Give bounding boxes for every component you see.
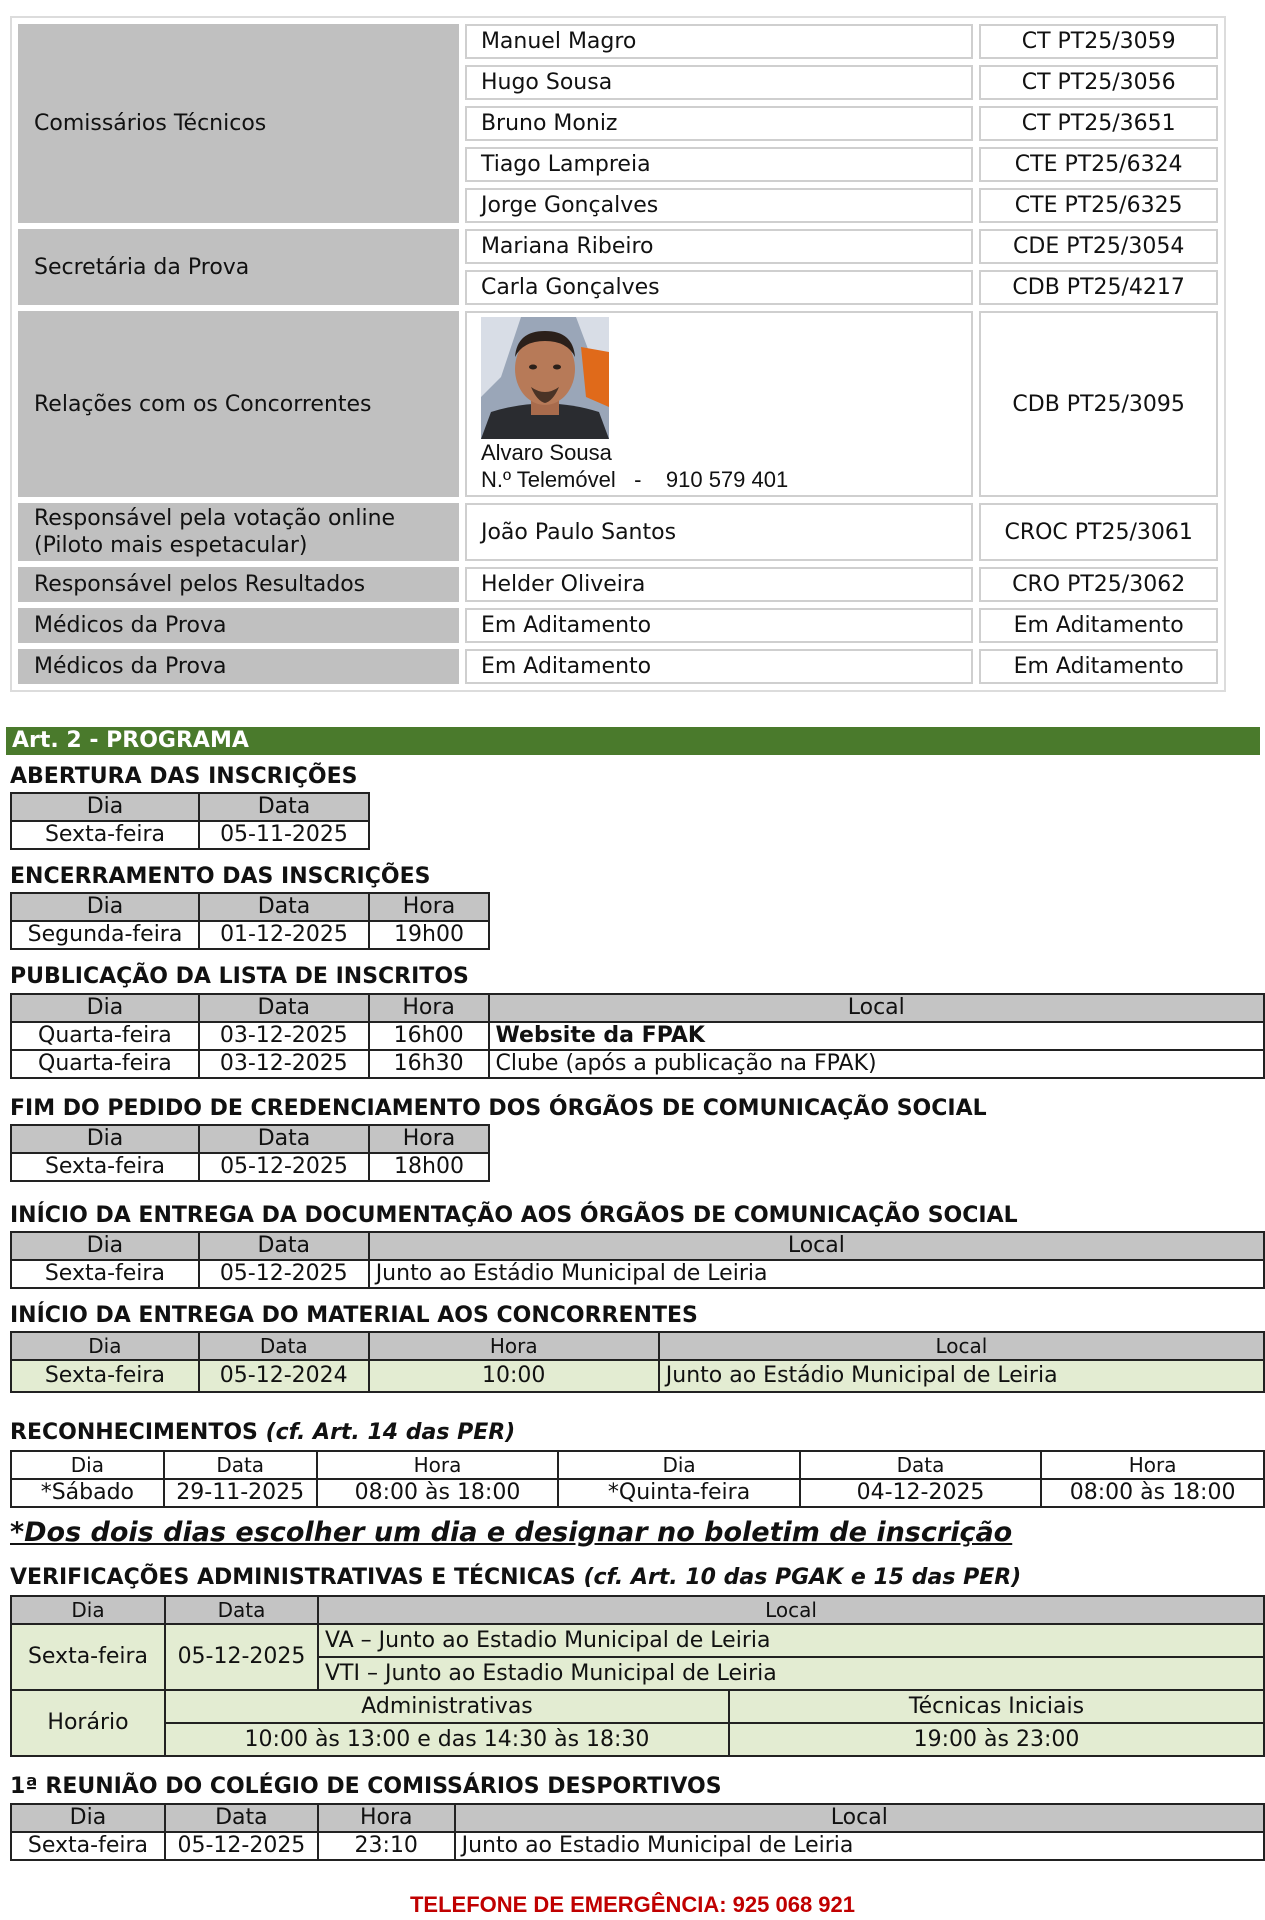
name-cell: João Paulo Santos	[465, 503, 973, 561]
day-cell: Quarta-feira	[11, 1022, 199, 1050]
role-cell: Comissários Técnicos	[18, 24, 459, 223]
reuniao-table	[10, 1803, 1265, 1861]
table-row	[11, 1479, 1264, 1507]
table-row	[11, 1360, 1264, 1392]
column-header: Hora	[318, 1804, 455, 1832]
column-header: Dia	[11, 893, 199, 921]
column-header: Data	[199, 793, 369, 821]
name-cell: Manuel Magro	[465, 24, 973, 59]
header-row	[11, 893, 489, 921]
date-cell: 05-11-2025	[199, 821, 369, 849]
contact-name: Alvaro Sousa	[480, 440, 612, 465]
time-cell: 19h00	[369, 921, 489, 949]
header-row	[11, 1125, 489, 1153]
column-header: Hora	[369, 893, 489, 921]
publicacao-table	[10, 993, 1265, 1079]
header-row	[11, 1804, 1264, 1832]
location-cell: Junto ao Estádio Municipal de Leiria	[369, 1260, 1264, 1288]
abertura-table	[10, 792, 370, 850]
name-cell: Bruno Moniz	[465, 106, 973, 141]
role-cell: Médicos da Prova	[18, 649, 459, 684]
day-cell: Sexta-feira	[11, 821, 199, 849]
credenciamento-table	[10, 1124, 490, 1182]
license-cell: Em Aditamento	[979, 649, 1218, 684]
time-cell: 23:10	[318, 1832, 455, 1860]
table-row	[11, 1050, 1264, 1078]
table-row	[11, 1153, 489, 1181]
column-header: Data	[199, 1232, 369, 1260]
column-header: Local	[489, 994, 1264, 1022]
role-line: Responsável pela votação online	[34, 506, 396, 531]
time-cell: 10:00	[369, 1360, 659, 1392]
license-cell: CDB PT25/3095	[979, 311, 1218, 497]
column-header: Hora	[317, 1451, 559, 1479]
table-row	[18, 608, 1218, 643]
table-row	[11, 1690, 1264, 1723]
day-cell: Sexta-feira	[11, 1260, 199, 1288]
time-cell: 16h00	[369, 1022, 489, 1050]
license-cell: CDB PT25/4217	[979, 270, 1218, 305]
date-cell: 05-12-2024	[199, 1360, 369, 1392]
section-title-text: VERIFICAÇÕES ADMINISTRATIVAS E TÉCNICAS	[10, 1565, 576, 1590]
day-cell: Sexta-feira	[11, 1832, 165, 1860]
date-cell: 01-12-2025	[199, 921, 369, 949]
date-cell: 03-12-2025	[199, 1050, 369, 1078]
name-cell: Mariana Ribeiro	[465, 229, 973, 264]
technical-label: Técnicas Iniciais	[729, 1690, 1264, 1723]
contact-phone	[481, 466, 957, 493]
time-cell: 18h00	[369, 1153, 489, 1181]
table-row	[18, 503, 1218, 561]
header-row	[11, 793, 369, 821]
column-header: Data	[199, 1332, 369, 1360]
column-header: Data	[165, 1596, 318, 1624]
section-title-text: RECONHECIMENTOS	[10, 1420, 258, 1445]
license-cell: CTE PT25/6325	[979, 188, 1218, 223]
name-cell: Helder Oliveira	[465, 567, 973, 602]
day-cell: *Quinta-feira	[558, 1479, 800, 1507]
location-cell: Website da FPAK	[489, 1022, 1264, 1050]
column-header: Hora	[1041, 1451, 1264, 1479]
day-cell: Segunda-feira	[11, 921, 199, 949]
recognition-note: *Dos dois dias escolher um dia e designar no boletim de inscrição	[10, 1517, 1013, 1548]
section-title	[10, 1565, 1021, 1590]
contact-cell	[465, 311, 973, 497]
day-cell: Quarta-feira	[11, 1050, 199, 1078]
role-cell: Secretária da Prova	[18, 229, 459, 305]
column-header: Hora	[369, 994, 489, 1022]
header-row	[11, 994, 1264, 1022]
column-header: Hora	[369, 1332, 659, 1360]
column-header: Dia	[11, 1451, 164, 1479]
table-row	[18, 649, 1218, 684]
header-row	[11, 1232, 1264, 1260]
section-title: PUBLICAÇÃO DA LISTA DE INSCRITOS	[10, 964, 469, 989]
section-title	[10, 1420, 515, 1445]
day-cell: Sexta-feira	[11, 1360, 199, 1392]
role-line: (Piloto mais espetacular)	[34, 533, 308, 558]
table-row	[18, 24, 1218, 59]
column-header: Data	[199, 1125, 369, 1153]
date-cell: 04-12-2025	[800, 1479, 1041, 1507]
license-cell: CT PT25/3059	[979, 24, 1218, 59]
table-row	[11, 1832, 1264, 1860]
column-header: Dia	[11, 1125, 199, 1153]
phone-label: N.º Telemóvel	[480, 467, 616, 492]
table-row	[18, 567, 1218, 602]
license-cell: CT PT25/3056	[979, 65, 1218, 100]
time-cell: 08:00 às 18:00	[1041, 1479, 1264, 1507]
reconhecimentos-table	[10, 1450, 1265, 1508]
column-header: Data	[164, 1451, 317, 1479]
section-title: FIM DO PEDIDO DE CREDENCIAMENTO DOS ÓRGÃOS DE COMUNICAÇÃO SOCIAL	[10, 1096, 987, 1121]
date-cell: 03-12-2025	[199, 1022, 369, 1050]
emergency-phone: TELEFONE DE EMERGÊNCIA: 925 068 921	[409, 1892, 856, 1917]
column-header: Dia	[11, 793, 199, 821]
column-header: Data	[800, 1451, 1041, 1479]
license-cell: CDE PT25/3054	[979, 229, 1218, 264]
column-header: Dia	[11, 1332, 199, 1360]
name-cell: Jorge Gonçalves	[465, 188, 973, 223]
day-cell: Sexta-feira	[11, 1153, 199, 1181]
section-title: 1ª REUNIÃO DO COLÉGIO DE COMISSÁRIOS DESPORTIVOS	[10, 1774, 722, 1799]
role-cell: Responsável pelos Resultados	[18, 567, 459, 602]
name-cell: Em Aditamento	[465, 608, 973, 643]
program-section-header: Art. 2 - PROGRAMA	[6, 727, 1260, 755]
date-cell: 05-12-2025	[199, 1260, 369, 1288]
role-cell: Médicos da Prova	[18, 608, 459, 643]
table-row	[11, 1260, 1264, 1288]
time-cell: 08:00 às 18:00	[317, 1479, 559, 1507]
license-cell: CROC PT25/3061	[979, 503, 1218, 561]
column-header: Dia	[11, 1804, 165, 1832]
table-row	[11, 1022, 1264, 1050]
column-header: Data	[165, 1804, 318, 1832]
location-cell: Junto ao Estadio Municipal de Leiria	[455, 1832, 1264, 1860]
admin-label: Administrativas	[165, 1690, 729, 1723]
header-row	[11, 1451, 1264, 1479]
table-row	[11, 1723, 1264, 1756]
location-cell: Clube (após a publicação na FPAK)	[489, 1050, 1264, 1078]
column-header: Dia	[11, 1232, 199, 1260]
table-row	[11, 1624, 1264, 1657]
time-cell: 16h30	[369, 1050, 489, 1078]
phone-number: 910 579 401	[665, 467, 789, 492]
schedule-label: Horário	[11, 1690, 165, 1756]
column-header: Hora	[369, 1125, 489, 1153]
location-cell: VTI – Junto ao Estadio Municipal de Leiria	[318, 1657, 1264, 1690]
role-cell	[18, 503, 459, 561]
name-cell: Carla Gonçalves	[465, 270, 973, 305]
location-cell: VA – Junto ao Estadio Municipal de Leiria	[318, 1624, 1264, 1657]
admin-time: 10:00 às 13:00 e das 14:30 às 18:30	[165, 1723, 729, 1756]
section-title: ABERTURA DAS INSCRIÇÕES	[10, 764, 358, 789]
table-row	[11, 821, 369, 849]
header-row	[11, 1596, 1264, 1624]
license-cell: CT PT25/3651	[979, 106, 1218, 141]
column-header: Local	[369, 1232, 1264, 1260]
header-row	[11, 1332, 1264, 1360]
phone-separator: -	[634, 467, 642, 492]
name-cell: Tiago Lampreia	[465, 147, 973, 182]
section-reference: (cf. Art. 14 das PER)	[265, 1420, 516, 1445]
column-header: Dia	[11, 994, 199, 1022]
column-header: Data	[199, 994, 369, 1022]
section-title: ENCERRAMENTO DAS INSCRIÇÕES	[10, 864, 431, 889]
license-cell: CRO PT25/3062	[979, 567, 1218, 602]
day-cell: *Sábado	[11, 1479, 164, 1507]
technical-time: 19:00 às 23:00	[729, 1723, 1264, 1756]
table-row	[18, 311, 1218, 497]
table-row	[18, 229, 1218, 264]
column-header: Dia	[558, 1451, 800, 1479]
column-header: Dia	[11, 1596, 165, 1624]
verificacoes-table	[10, 1595, 1265, 1757]
section-reference: (cf. Art. 10 das PGAK e 15 das PER)	[583, 1565, 1022, 1590]
column-header: Local	[455, 1804, 1264, 1832]
license-cell: CTE PT25/6324	[979, 147, 1218, 182]
officials-table	[12, 18, 1224, 690]
day-cell: Sexta-feira	[11, 1624, 165, 1690]
portrait-photo	[481, 317, 609, 439]
name-cell: Em Aditamento	[465, 649, 973, 684]
column-header: Local	[318, 1596, 1264, 1624]
date-cell: 05-12-2025	[199, 1153, 369, 1181]
role-cell: Relações com os Concorrentes	[18, 311, 459, 497]
date-cell: 05-12-2025	[165, 1832, 318, 1860]
name-cell: Hugo Sousa	[465, 65, 973, 100]
encerramento-table	[10, 892, 490, 950]
date-cell: 05-12-2025	[165, 1624, 318, 1690]
material-table	[10, 1331, 1265, 1393]
date-cell: 29-11-2025	[164, 1479, 317, 1507]
section-title: INÍCIO DA ENTREGA DA DOCUMENTAÇÃO AOS ÓRGÃOS DE COMUNICAÇÃO SOCIAL	[10, 1203, 1018, 1228]
table-row	[11, 921, 489, 949]
location-cell: Junto ao Estádio Municipal de Leiria	[659, 1360, 1264, 1392]
column-header: Local	[659, 1332, 1264, 1360]
section-title: INÍCIO DA ENTREGA DO MATERIAL AOS CONCORRENTES	[10, 1303, 698, 1328]
documentacao-table	[10, 1231, 1265, 1289]
license-cell: Em Aditamento	[979, 608, 1218, 643]
column-header: Data	[199, 893, 369, 921]
